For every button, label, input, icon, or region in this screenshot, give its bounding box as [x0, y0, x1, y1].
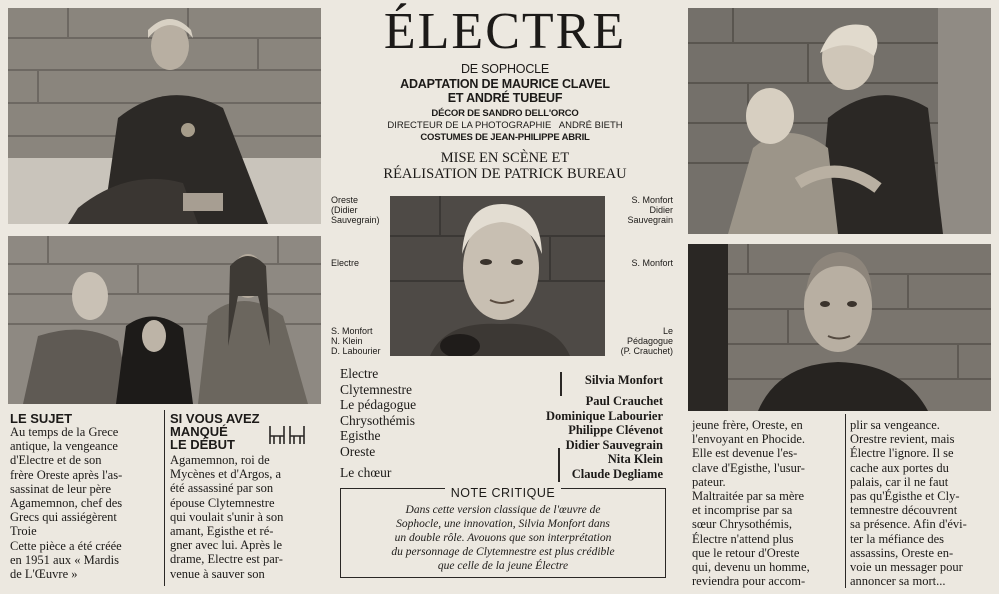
manque-text: Agamemnon, roi de Mycènes et d'Argos, a été assassiné par son épouse Clytemnestre qui voulait s'unir à son amant, Egisthe et ré- gner avec lui. Après le drame, Electre est par- venue à sauver son [170, 453, 284, 581]
cast-role: Electre [340, 366, 379, 381]
photo-pedagogue [688, 244, 991, 411]
photo-embrace [688, 8, 991, 234]
credit-photography: DIRECTEUR DE LA PHOTOGRAPHIE ANDRÉ BIETH [387, 120, 623, 131]
manque-heading-line3: LE DÉBUT [170, 437, 235, 452]
cast-actor: Nita Klein [607, 452, 663, 466]
cast-actor: Didier Sauvegrain [565, 437, 663, 452]
credit-mise-line1: MISE EN SCÈNE ET [440, 150, 570, 166]
credit-adaptation-line1: ADAPTATION DE MAURICE CLAVEL [400, 77, 610, 91]
column-divider [845, 414, 846, 588]
photo-monfort-portrait [390, 196, 605, 356]
cast-role: Chrysothémis [340, 412, 416, 428]
sujet-text: Au temps de la Grece antique, la vengeance d'Electre et de son frère Oreste après l'as- sassinat de leur père Agamemnon, chef des Grecs qui assiégèrent Troie Cette pièce a été créée en 1951 aux « Mardis de L'Œuvre » [10, 425, 123, 582]
cast-role: Le chœur [340, 465, 392, 480]
credit-adaptation-line2: ET ANDRÉ TUBEUF [447, 91, 563, 105]
cast-roles [340, 366, 416, 481]
cast-actor: Claude Degliame [571, 466, 663, 481]
credit-decor: DÉCOR DE SANDRO DELL'ORCO [431, 108, 579, 119]
continuation-column-2: plir sa vengeance. Orestre revient, mais Électre l'ignore. Il se cache aux portes du palais, car il ne faut pas qu'Égisthe et Cly- temnestre découvrent sa présence. Afin d'évi- ter la méfiance des assassins, Oreste en- voie un messager pour annoncer sa mort... [850, 418, 967, 589]
credit-author: DE SOPHOCLE [460, 62, 550, 76]
cast-role: Oreste [340, 443, 376, 459]
note-critique-box [340, 488, 666, 578]
caption-right-bottom: Le Pédagogue (P. Crauchet) [620, 326, 673, 356]
cast-role: Clytemnestre [340, 381, 412, 397]
caption-right-top: S. Monfort Didier Sauvegrain [627, 195, 673, 225]
caption-right-mid: S. Monfort [631, 258, 673, 268]
caption-left-bottom: S. Monfort N. Klein D. Labourier [331, 326, 381, 356]
column-divider [164, 410, 165, 586]
sujet-heading: LE SUJET [10, 411, 73, 426]
cast-role: Le pédagogue [340, 397, 417, 412]
photo-three-women [8, 236, 321, 404]
cast-actor: Silvia Monfort [584, 373, 663, 387]
cast-actor: Dominique Labourier [545, 408, 663, 423]
caption-left-mid: Electre [331, 258, 360, 268]
article-title: ÉLECTRE [383, 3, 627, 60]
credit-mise-line2: RÉALISATION DE PATRICK BUREAU [383, 166, 627, 182]
cast-role: Egisthe [340, 428, 381, 443]
manque-heading-line2: MANQUÉ [170, 424, 228, 439]
continuation-column-1: jeune frère, Oreste, en l'envoyant en Phocide. Elle est devenue l'es- clave d'Egisthe, l'usur- pateur. Maltraitée par sa mère et incomprise par sa sœur Chrysothémis, Électre n'attend plus que le retour d'Oreste qui, devenu un homme, reviendra pour accom- [692, 418, 810, 589]
armchairs-icon [266, 422, 310, 448]
note-critique-heading: NOTE CRITIQUE [341, 486, 665, 500]
cast-actor: Philippe Clévenot [568, 423, 663, 437]
credit-costumes: COSTUMES DE JEAN-PHILIPPE ABRIL [420, 132, 590, 143]
manque-heading-line1: SI VOUS AVEZ [170, 411, 260, 426]
caption-left-top: Oreste (Didier Sauvegrain) [331, 195, 380, 225]
photo-oreste-seated [8, 8, 321, 224]
cast-actors [522, 373, 663, 481]
cast-actor: Paul Crauchet [585, 394, 663, 408]
note-critique-text: Dans cette version classique de l'œuvre de Sophocle, une innovation, Silvia Monfort dans un double rôle. Avouons que son interprétation du personnage de Clytemnestre est plus crédible que celle de la jeune Électre [391, 504, 615, 572]
